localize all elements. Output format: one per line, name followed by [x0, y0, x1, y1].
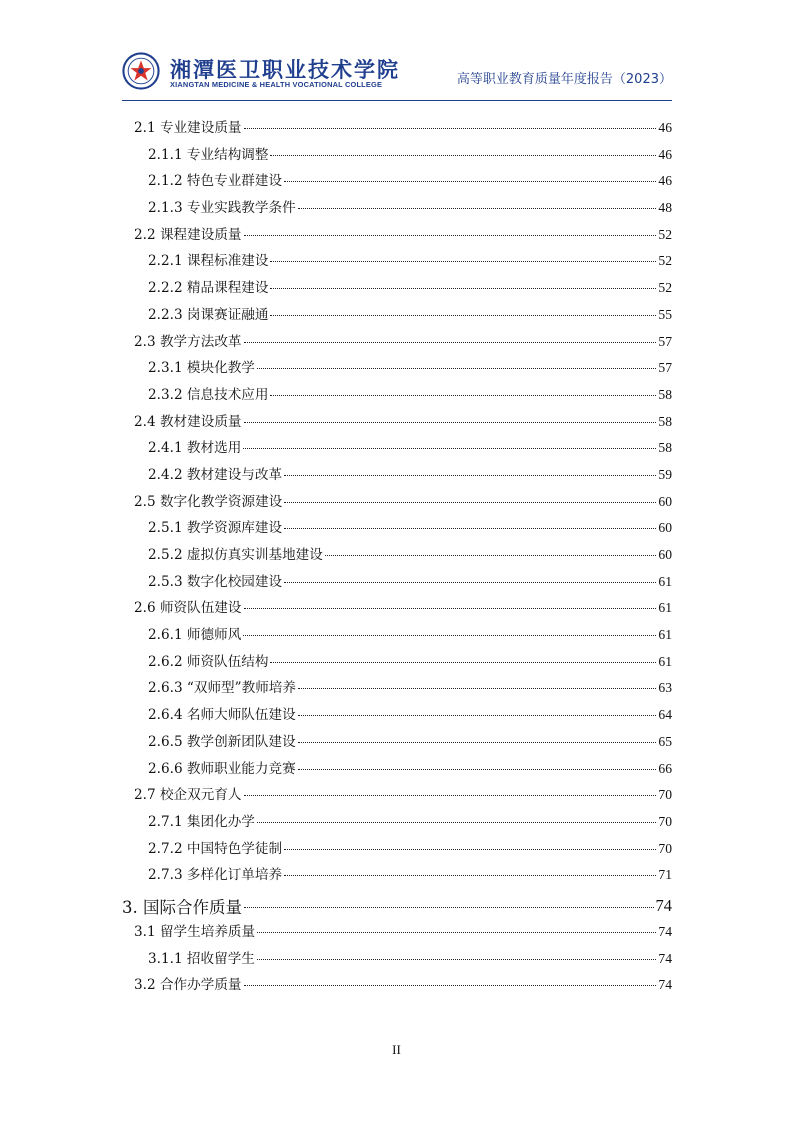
page-number: II — [392, 1042, 401, 1057]
toc-dot-leader — [244, 422, 657, 423]
toc-entry[interactable] — [122, 249, 672, 276]
toc-dot-leader — [270, 662, 656, 663]
toc-dot-leader — [284, 475, 656, 476]
toc-entry-label — [148, 249, 268, 269]
toc-dot-leader — [244, 128, 657, 129]
toc-entry-number: 2.6.2 — [148, 653, 183, 670]
toc-dot-leader — [244, 235, 657, 236]
toc-entry[interactable] — [122, 223, 672, 250]
toc-entry[interactable] — [122, 463, 672, 490]
toc-entry-label — [134, 490, 282, 510]
toc-dot-leader — [270, 155, 656, 156]
toc-entry-title: 教学资源库建设 — [186, 520, 283, 537]
toc-entry-title: 教材建设与改革 — [186, 466, 283, 483]
toc-entry-title: 名师大师队伍建设 — [186, 707, 296, 724]
toc-entry-title: 课程建设质量 — [159, 226, 242, 243]
toc-entry-label — [148, 356, 255, 376]
toc-entry-label — [148, 863, 282, 883]
toc-entry[interactable] — [122, 757, 672, 784]
toc-entry[interactable] — [122, 169, 672, 196]
toc-entry-label — [148, 143, 268, 163]
toc-entry[interactable] — [122, 490, 672, 517]
toc-entry-label — [148, 650, 268, 670]
toc-entry-title: 教学创新团队建设 — [186, 733, 296, 750]
toc-entry-title: 多样化订单培养 — [186, 867, 283, 884]
toc-entry-title: 精品课程建设 — [186, 280, 269, 297]
toc-entry-title: 招收留学生 — [186, 950, 255, 967]
toc-entry[interactable] — [122, 783, 672, 810]
toc-entry-page: 52 — [658, 226, 672, 242]
toc-entry-title: 教材选用 — [186, 440, 242, 457]
toc-entry-page: 61 — [658, 573, 672, 589]
toc-entry[interactable] — [122, 973, 672, 1000]
toc-entry-number: 2.5.2 — [148, 547, 183, 563]
toc-entry-title: 数字化校园建设 — [186, 573, 283, 590]
toc-entry-title: 专业结构调整 — [186, 146, 269, 163]
toc-entry-page: 58 — [658, 440, 672, 456]
toc-dot-leader — [325, 555, 657, 556]
toc-entry-label — [148, 543, 323, 563]
toc-entry-label — [148, 463, 282, 483]
toc-entry-title: 专业实践教学条件 — [186, 200, 296, 217]
toc-entry-title: 集团化办学 — [186, 813, 255, 830]
toc-entry-label — [134, 973, 242, 993]
toc-entry-label — [148, 703, 296, 723]
toc-entry[interactable] — [122, 436, 672, 463]
toc-entry-page: 71 — [658, 867, 672, 883]
toc-dot-leader — [244, 907, 654, 908]
toc-entry[interactable] — [122, 947, 672, 974]
toc-entry-page: 46 — [658, 120, 672, 135]
toc-entry-label — [148, 676, 296, 696]
toc-entry-number: 2.1.1 — [148, 146, 183, 163]
toc-entry-number: 2.4 — [134, 413, 156, 430]
toc-entry-label — [148, 837, 282, 857]
toc-entry-page: 60 — [658, 547, 672, 562]
toc-entry-number: 2.6.5 — [148, 733, 183, 750]
toc-entry-page: 60 — [658, 493, 672, 509]
toc-entry-number: 2.6.4 — [148, 707, 183, 724]
toc-entry-label — [134, 596, 242, 616]
toc-entry[interactable] — [122, 810, 672, 837]
toc-entry-title: 数字化教学资源建设 — [159, 493, 283, 510]
toc-entry-label — [148, 436, 241, 456]
toc-entry-label — [148, 810, 255, 830]
toc-dot-leader — [257, 959, 657, 960]
toc-entry-label — [134, 116, 242, 136]
toc-entry-label — [148, 623, 241, 643]
toc-entry-page: 64 — [658, 707, 672, 723]
toc-entry-page: 61 — [658, 627, 672, 643]
toc-dot-leader — [243, 448, 656, 449]
toc-entry-title: 留学生培养质量 — [159, 923, 256, 940]
toc-entry-label — [134, 920, 255, 940]
toc-dot-leader — [298, 769, 657, 770]
toc-dot-leader — [284, 582, 656, 583]
toc-entry-page: 63 — [658, 680, 672, 696]
toc-entry-title: 中国特色学徒制 — [186, 840, 283, 857]
toc-entry-page: 46 — [658, 146, 672, 162]
toc-entry-number: 2.3.1 — [148, 360, 183, 377]
toc-entry[interactable] — [122, 116, 672, 143]
toc-entry[interactable] — [122, 650, 672, 677]
toc-dot-leader — [270, 315, 656, 316]
toc-entry-label — [148, 730, 296, 750]
toc-dot-leader — [243, 635, 656, 636]
toc-entry[interactable] — [122, 676, 672, 703]
toc-entry-label — [148, 757, 296, 777]
toc-dot-leader — [284, 181, 656, 182]
toc-entry-label — [148, 276, 268, 296]
toc-dot-leader — [284, 849, 656, 850]
toc-entry-page: 74 — [658, 950, 672, 966]
toc-entry-number: 2.2.3 — [148, 306, 183, 323]
toc-entry-number: 2.4.1 — [148, 440, 183, 457]
toc-entry-number: 2.5.3 — [148, 573, 183, 590]
toc-dot-leader — [284, 502, 656, 503]
toc-entry[interactable] — [122, 623, 672, 650]
toc-entry-number: 2.3 — [134, 333, 156, 350]
toc-entry-page: 60 — [658, 520, 672, 536]
toc-dot-leader — [298, 208, 657, 209]
table-of-contents — [122, 116, 672, 1000]
toc-entry-page: 55 — [658, 306, 672, 322]
toc-entry-number: 2.4.2 — [148, 466, 183, 483]
toc-entry-number: 2.7.1 — [148, 813, 183, 830]
toc-entry-page: 58 — [658, 413, 672, 429]
toc-entry-label — [148, 196, 296, 216]
toc-entry-label — [148, 303, 268, 323]
toc-entry-label — [148, 169, 282, 189]
toc-entry[interactable] — [122, 596, 672, 623]
toc-entry-page: 74 — [655, 895, 672, 915]
toc-entry-title: 校企双元育人 — [159, 787, 242, 804]
toc-entry-title: “双师型”教师培养 — [186, 680, 296, 697]
toc-entry[interactable] — [122, 303, 672, 330]
toc-dot-leader — [298, 742, 657, 743]
toc-entry-number: 2.1.3 — [148, 200, 183, 217]
toc-entry-number: 2.6.1 — [148, 627, 183, 644]
toc-entry[interactable] — [122, 383, 672, 410]
toc-entry-number: 2.2.2 — [148, 280, 183, 297]
toc-entry-page: 57 — [658, 333, 672, 349]
toc-entry[interactable] — [122, 730, 672, 757]
toc-entry[interactable] — [122, 920, 672, 947]
toc-entry-page: 46 — [658, 173, 672, 189]
toc-entry-title: 师德师风 — [186, 627, 242, 644]
toc-entry-label — [148, 947, 255, 967]
toc-dot-leader — [244, 342, 657, 343]
toc-entry-number: 2.7 — [134, 787, 156, 804]
toc-dot-leader — [244, 608, 657, 609]
toc-entry-page: 61 — [658, 600, 672, 616]
college-name-cn: 湘潭医卫职业技术学院 — [170, 57, 400, 82]
toc-dot-leader — [298, 715, 657, 716]
toc-entry[interactable] — [122, 863, 672, 890]
toc-entry-number: 3.1.1 — [148, 950, 183, 967]
toc-entry[interactable] — [122, 410, 672, 437]
toc-entry[interactable] — [122, 516, 672, 543]
report-title: 高等职业教育质量年度报告（2023） — [456, 72, 672, 87]
toc-entry[interactable] — [122, 356, 672, 383]
toc-entry-title: 专业建设质量 — [159, 120, 242, 136]
toc-dot-leader — [257, 368, 657, 369]
toc-entry-number: 2.2 — [134, 226, 156, 243]
header-divider — [122, 100, 672, 101]
toc-entry-number: 2.6.3 — [148, 680, 183, 697]
toc-entry[interactable] — [122, 892, 672, 920]
toc-entry-page: 52 — [658, 253, 672, 269]
toc-entry-label — [148, 516, 282, 536]
toc-entry-label — [134, 783, 242, 803]
toc-dot-leader — [244, 985, 657, 986]
toc-dot-leader — [284, 875, 656, 876]
toc-entry[interactable] — [122, 143, 672, 170]
toc-entry-label — [122, 894, 242, 918]
toc-dot-leader — [270, 395, 656, 396]
toc-entry[interactable] — [122, 196, 672, 223]
college-name-en: XIANGTAN MEDICINE & HEALTH VOCATIONAL COLLEGE — [170, 80, 383, 89]
toc-entry-title: 国际合作质量 — [143, 897, 242, 917]
toc-entry-title: 师资队伍建设 — [159, 600, 242, 617]
toc-entry-page: 66 — [658, 760, 672, 776]
toc-entry-number: 2.7.3 — [148, 867, 183, 884]
toc-entry-label — [148, 570, 282, 590]
toc-entry-page: 58 — [658, 386, 672, 402]
toc-entry-title: 特色专业群建设 — [186, 173, 283, 190]
toc-entry-label — [148, 383, 268, 403]
toc-entry-page: 70 — [658, 840, 672, 856]
toc-entry-number: 3. — [122, 897, 138, 917]
toc-entry-page: 52 — [658, 280, 672, 296]
toc-entry-page: 74 — [658, 923, 672, 939]
toc-dot-leader — [270, 288, 656, 289]
toc-entry[interactable] — [122, 330, 672, 357]
toc-entry-page: 61 — [658, 653, 672, 669]
toc-entry-number: 2.1 — [134, 120, 156, 136]
toc-entry-title: 岗课赛证融通 — [186, 306, 269, 323]
toc-entry-label — [134, 410, 242, 430]
toc-entry-number: 2.6 — [134, 600, 156, 617]
toc-entry-page: 65 — [658, 733, 672, 749]
toc-entry-number: 2.6.6 — [148, 760, 183, 777]
toc-entry-label — [134, 330, 242, 350]
toc-dot-leader — [284, 528, 656, 529]
toc-entry-title: 教材建设质量 — [159, 413, 242, 430]
toc-entry-number: 2.5.1 — [148, 520, 183, 537]
toc-entry-title: 模块化教学 — [186, 360, 255, 377]
toc-entry-number: 3.1 — [134, 923, 156, 940]
toc-entry-page: 70 — [658, 813, 672, 829]
toc-entry-number: 3.2 — [134, 977, 156, 994]
toc-entry-title: 教师职业能力竞赛 — [186, 760, 296, 777]
toc-entry-number: 2.2.1 — [148, 253, 183, 270]
toc-entry-page: 57 — [658, 360, 672, 376]
toc-entry-title: 虚拟仿真实训基地建设 — [186, 547, 323, 563]
toc-entry[interactable] — [122, 543, 672, 570]
toc-entry-page: 74 — [658, 977, 672, 993]
toc-entry[interactable] — [122, 570, 672, 597]
toc-entry[interactable] — [122, 276, 672, 303]
toc-dot-leader — [270, 261, 656, 262]
toc-entry[interactable] — [122, 837, 672, 864]
toc-entry-title: 师资队伍结构 — [186, 653, 269, 670]
toc-entry-label — [134, 223, 242, 243]
toc-dot-leader — [257, 932, 656, 933]
toc-entry-page: 48 — [658, 200, 672, 216]
toc-entry[interactable] — [122, 703, 672, 730]
toc-entry-page: 70 — [658, 787, 672, 803]
toc-entry-number: 2.1.2 — [148, 173, 183, 190]
toc-entry-number: 2.5 — [134, 493, 156, 510]
college-emblem-icon — [122, 52, 160, 90]
toc-entry-title: 信息技术应用 — [186, 386, 269, 403]
page-header — [122, 44, 672, 102]
toc-entry-page: 59 — [658, 466, 672, 482]
toc-entry-title: 课程标准建设 — [186, 253, 269, 270]
toc-dot-leader — [298, 688, 656, 689]
toc-dot-leader — [257, 822, 657, 823]
toc-entry-title: 合作办学质量 — [159, 977, 242, 994]
toc-dot-leader — [244, 795, 657, 796]
toc-entry-number: 2.7.2 — [148, 840, 183, 857]
toc-entry-title: 教学方法改革 — [159, 333, 242, 350]
toc-entry-number: 2.3.2 — [148, 386, 183, 403]
